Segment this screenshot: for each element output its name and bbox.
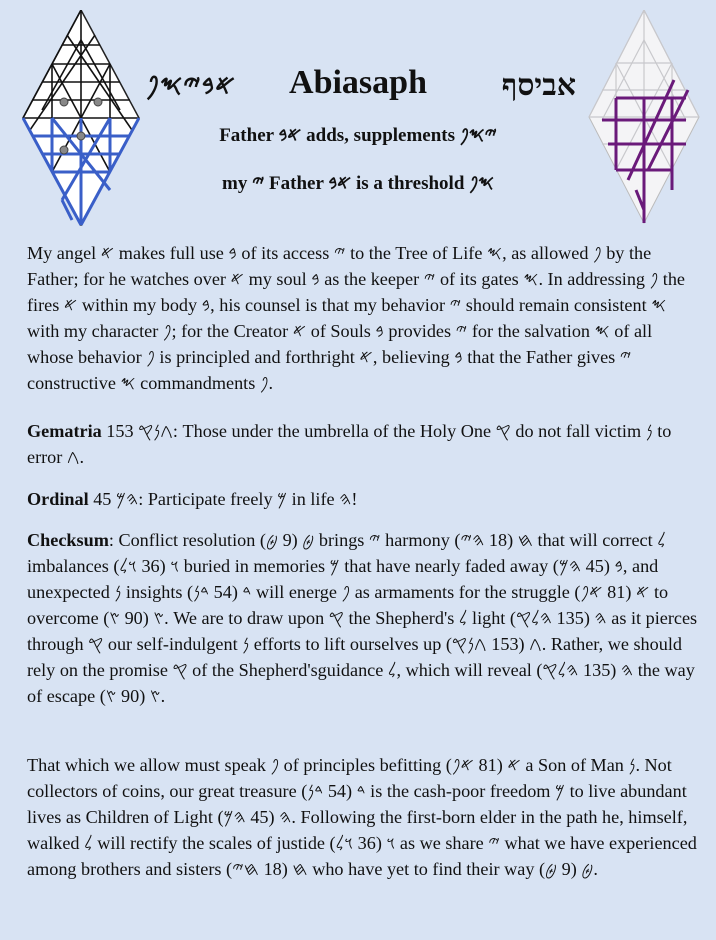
paragraph-angel-text: My angel 𐤀 makes full use 𐤁 of its access 𐤉 to the Tree of Life 𐤎, as allowed 𐤐 by the Father; for he watches over 𐤀 my soul 𐤁 as the keeper 𐤉 of its gates 𐤎. In addressing 𐤐 the fires 𐤀 within my body 𐤁, his counsel is that my behavior 𐤉 should remain consistent 𐤎 with my character 𐤐; for the Creator 𐤀 of Souls 𐤁 provides 𐤉 for the salvation 𐤎 of all whose behavior 𐤐 is principled and forthright 𐤀, believing 𐤁 that the Father gives 𐤉 constructive 𐤎 commandments 𐤐.: [27, 243, 685, 393]
subtitle-meaning: Father 𐤀𐤁 adds, supplements 𐤉𐤎𐤐: [219, 125, 497, 146]
ordinal-label: Ordinal: [27, 489, 89, 509]
checksum-label: Checksum: [27, 530, 109, 550]
page-title: Abiasaph: [289, 64, 427, 101]
left-tree-diamond-icon: [22, 10, 140, 226]
right-tree-diamond-icon: [588, 10, 700, 224]
hebrew-title: אביסף: [501, 68, 576, 103]
gematria-text: 153 𐤂𐤍𐤒: Those under the umbrella of the Holy One 𐤒 do not fall victim 𐤍 to error 𐤂.: [27, 421, 672, 467]
paragraph-angel: [27, 240, 703, 396]
gematria-label: Gematria: [27, 421, 102, 441]
paragraph-checksum: [27, 527, 703, 709]
paragraph-ordinal: [27, 486, 703, 512]
paragraph-treasure: [27, 752, 703, 882]
title-row: [130, 64, 586, 108]
paleo-hebrew-title: 𐤀𐤁𐤉𐤎𐤐: [146, 70, 237, 101]
subtitle-alt-meaning: my 𐤉 Father 𐤀𐤁 is a threshold 𐤎𐤐: [222, 173, 494, 194]
paragraph-treasure-text: That which we allow must speak 𐤐 of principles befitting 𐤀 (81 𐤀𐤐) a Son of Man 𐤍. Not collectors of coins, our great treasure 𐤃 (54 𐤃𐤍) is the cash-poor freedom 𐤌 to live abundant lives as Children of Light 𐤄 (45 𐤄𐤌). Following the first-born elder in the path he, himself, walked 𐤋 will rectify the scales of justide 𐤅 (36 𐤅𐤋) as we share 𐤉 what we have experienced among brothers and sisters 𐤇 (18 𐤇𐤉) who have yet to find their way 𐤈 (9 𐤈).: [27, 755, 697, 879]
ordinal-text: 45 𐤄𐤌: Participate freely 𐤌 in life 𐤄!: [88, 489, 358, 509]
checksum-text: : Conflict resolution 𐤈 (9 𐤈) brings 𐤉 harmony 𐤇 (18 𐤄𐤉) that will correct 𐤋 imbalances 𐤅 (36 𐤅𐤋) buried in memories 𐤌 that have nearly faded away 𐤁 (45 𐤄𐤌), and unexpected 𐤍 insights 𐤃 (54 𐤃𐤍) will energe 𐤐 as armaments for the struggle 𐤀 (81 𐤀𐤐) to overcome 𐤑 (90 𐤑). We are to draw upon 𐤒 the Shepherd's 𐤋 light 𐤄 (135 𐤄𐤋𐤒) as it pierces through 𐤒 our self-indulgent 𐤍 efforts to lift ourselves up 𐤂 (153 𐤂𐤍𐤒). Rather, we should rely on the promise 𐤒 of the Shepherd'sguidance 𐤋, which will reveal 𐤄 (135 𐤄𐤋𐤒) the way of escape 𐤑 (90 𐤑).: [27, 530, 698, 706]
paragraph-gematria: [27, 418, 703, 470]
